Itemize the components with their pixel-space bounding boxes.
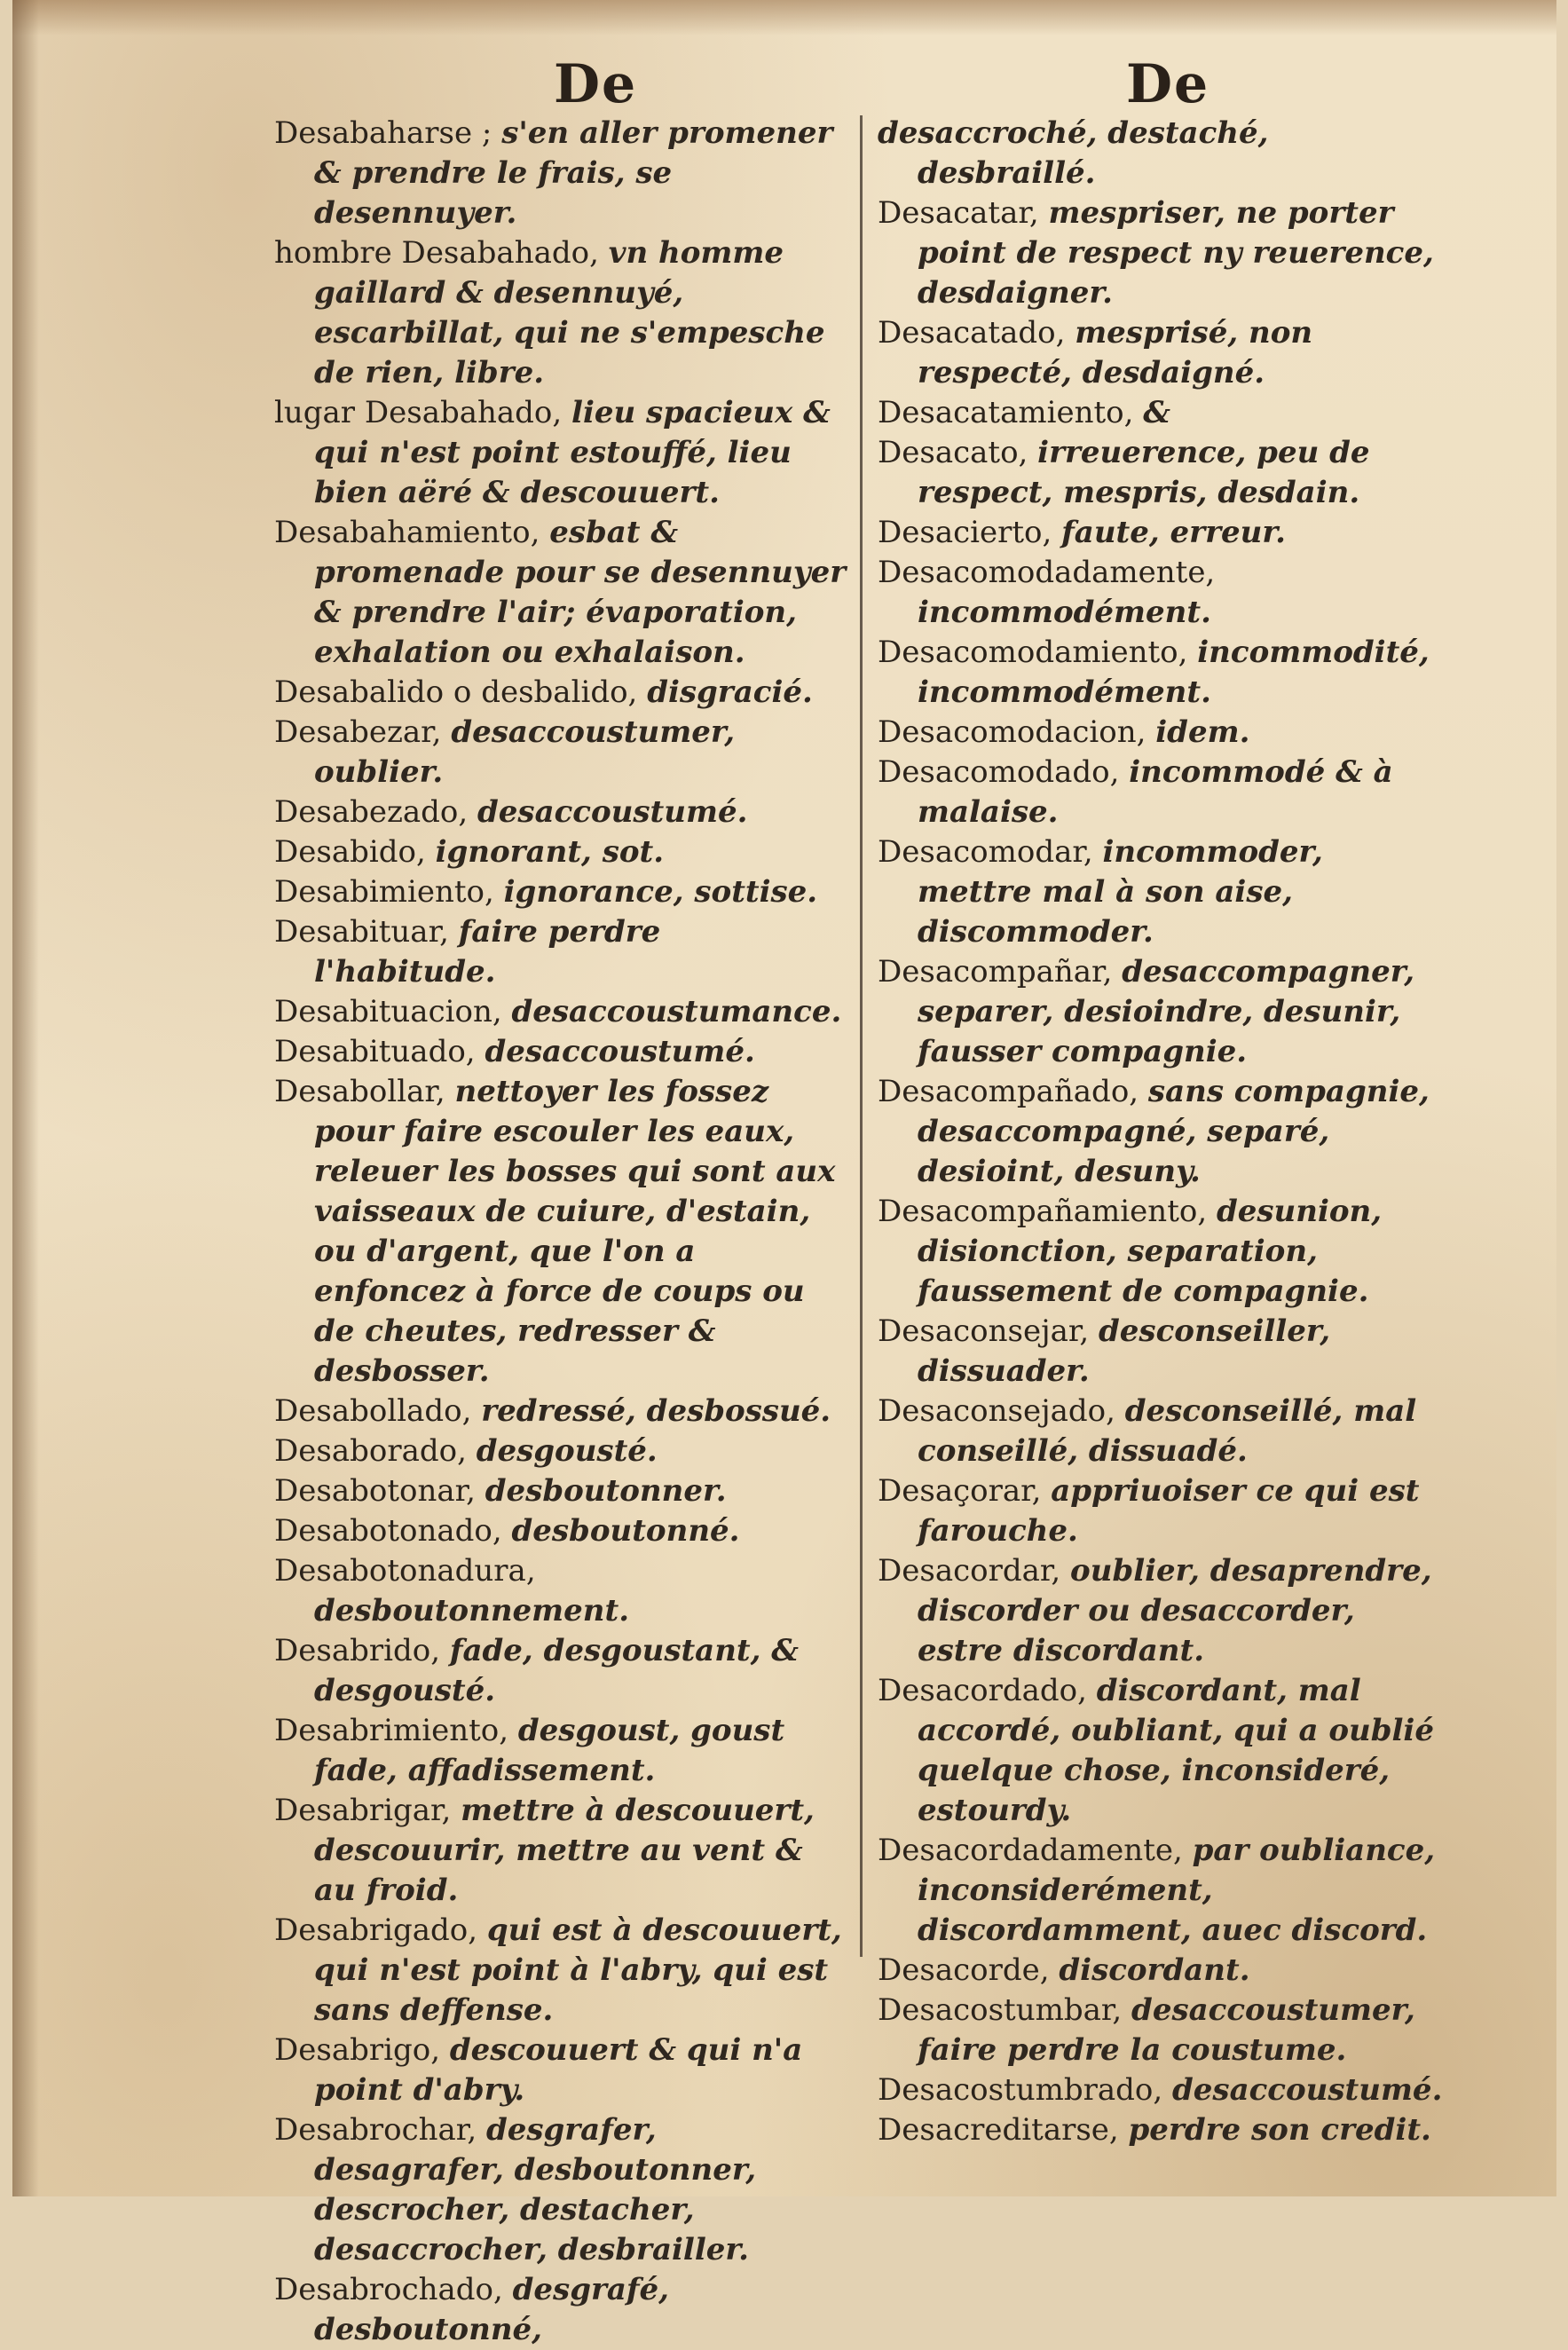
- entry-headword: Desacatado,: [878, 315, 1066, 351]
- entry-definition: desaccoustumance.: [511, 994, 842, 1029]
- entry-definition: desgrafé, desboutonné,: [314, 2272, 670, 2347]
- entry-definition: esbat & promenade pour se desennuyer & prendre l'air; évaporation, exhalation ou exhalaison.: [314, 515, 847, 670]
- entry-headword: Desabrimiento,: [274, 1713, 509, 1748]
- entry-definition: descouuert & qui n'a point d'abry.: [314, 2032, 803, 2108]
- dictionary-entry: [274, 1711, 847, 1791]
- entry-definition: incommodé & à malaise.: [918, 754, 1393, 830]
- entry-headword: Desaborado,: [274, 1433, 467, 1469]
- dictionary-entry: [274, 393, 847, 513]
- dictionary-entry: [878, 1551, 1446, 1671]
- dictionary-entry: [878, 1991, 1446, 2070]
- dictionary-entry: [274, 2270, 847, 2350]
- page: [12, 0, 1556, 2347]
- entry-headword: Desacostumbar,: [878, 1992, 1123, 2028]
- dictionary-entry: [274, 1511, 847, 1551]
- entry-headword: Desacompañamiento,: [878, 1194, 1208, 1229]
- entry-definition: desaccoustumé.: [485, 1034, 755, 1069]
- entry-headword: Desacierto,: [878, 515, 1052, 550]
- page-edge-top: [12, 0, 1556, 35]
- entry-headword: Desabrido,: [274, 1633, 441, 1668]
- column-divider: [860, 115, 863, 1957]
- entry-headword: lugar Desabahado,: [274, 395, 563, 430]
- entry-definition: faute, erreur.: [1061, 515, 1286, 550]
- entry-definition: desgrafer, desagrafer, desboutonner, descrocher, destacher, desaccrocher, desbrailler.: [314, 2112, 757, 2267]
- entry-definition: desgoust, goust fade, affadissement.: [314, 1713, 785, 1788]
- entry-definition: ignorant, sot.: [435, 834, 665, 870]
- entry-definition: qui est à descouuert, qui n'est point à l'abry, qui est sans deffense.: [314, 1912, 842, 2028]
- dictionary-entry: [274, 992, 847, 1032]
- entry-definition: desaccoustumé.: [477, 794, 748, 830]
- dictionary-entry: [878, 633, 1446, 713]
- entry-headword: Desabrigar,: [274, 1793, 452, 1828]
- dictionary-entry: [274, 793, 847, 832]
- dictionary-entry: [878, 1072, 1446, 1192]
- dictionary-entry: [878, 553, 1446, 633]
- dictionary-entry: [274, 114, 847, 233]
- dictionary-entry: [878, 1951, 1446, 1991]
- entry-definition: mesprisé, non respecté, desdaigné.: [918, 315, 1313, 390]
- entry-definition: appriuoiser ce qui est farouche.: [918, 1473, 1420, 1549]
- entry-headword: Desabituado,: [274, 1034, 476, 1069]
- entry-headword: Desacorde,: [878, 1952, 1050, 1988]
- dictionary-entry: [878, 753, 1446, 832]
- entry-definition: desaccoustumer, oublier.: [314, 714, 736, 790]
- entry-definition: faire perdre l'habitude.: [314, 914, 661, 990]
- entry-headword: Desabrochar,: [274, 2112, 477, 2148]
- entry-headword: Desacatamiento,: [878, 395, 1134, 430]
- entry-headword: Desabaharse ;: [274, 115, 492, 151]
- entry-headword: Desacordadamente,: [878, 1833, 1183, 1868]
- dictionary-entry: [274, 1431, 847, 1471]
- dictionary-entry: [878, 832, 1446, 952]
- entry-headword: Desacordar,: [878, 1553, 1061, 1589]
- entry-definition: vn homme gaillard & desennuyé, escarbillat, qui ne s'empesche de rien, libre.: [314, 235, 825, 390]
- dictionary-entry: [878, 2070, 1446, 2110]
- entry-headword: Desacomodar,: [878, 834, 1093, 870]
- dictionary-entry: [274, 1032, 847, 1072]
- dictionary-entry: [274, 2110, 847, 2270]
- dictionary-entry: [274, 872, 847, 912]
- dictionary-entry: [878, 1392, 1446, 1471]
- entry-headword: Desabotonado,: [274, 1513, 502, 1549]
- dictionary-entry: [878, 114, 1446, 193]
- entry-definition: desconseillé, mal conseillé, dissuadé.: [918, 1393, 1417, 1469]
- entry-headword: Desabrochado,: [274, 2272, 503, 2307]
- entry-headword: Desabollar,: [274, 1074, 445, 1109]
- entry-headword: Desacatar,: [878, 195, 1039, 231]
- entry-definition: incommodément.: [918, 595, 1211, 630]
- entry-headword: Desabituacion,: [274, 994, 502, 1029]
- dictionary-entry: [878, 1831, 1446, 1951]
- dictionary-entry: [878, 1192, 1446, 1312]
- entry-definition: ignorance, sottise.: [503, 874, 818, 910]
- entry-headword: Desaconsejado,: [878, 1393, 1115, 1429]
- entry-headword: Desabituar,: [274, 914, 449, 950]
- entry-definition: mettre à descouuert, descouurir, mettre au vent & au froid.: [314, 1793, 815, 1908]
- entry-definition: oublier, desaprendre, discorder ou desaccorder, estre discordant.: [918, 1553, 1432, 1668]
- entry-definition: perdre son credit.: [1128, 2112, 1431, 2148]
- entry-definition: &: [1143, 395, 1170, 430]
- entry-definition: redressé, desbossué.: [481, 1393, 831, 1429]
- dictionary-entry: [878, 952, 1446, 1072]
- entry-headword: Desacostumbrado,: [878, 2072, 1163, 2108]
- dictionary-entry: [878, 433, 1446, 513]
- dictionary-entry: [274, 673, 847, 713]
- dictionary-entry: [878, 193, 1446, 313]
- dictionary-entry: [878, 1312, 1446, 1392]
- entry-headword: Desabahamiento,: [274, 515, 540, 550]
- running-head-left: De: [554, 53, 638, 115]
- entry-headword: Desaçorar,: [878, 1473, 1042, 1509]
- entry-definition: idem.: [1155, 714, 1250, 750]
- entry-definition: nettoyer les fossez pour faire escouler les eaux, releuer les bosses qui sont aux vaisseaux de cuiure, d'estain, ou d'argent, que l'on a enfoncez à force de coups ou de cheutes, redresser & desbosser.: [314, 1074, 836, 1389]
- entry-headword: Desacreditarse,: [878, 2112, 1119, 2148]
- dictionary-entry: [878, 313, 1446, 393]
- entry-headword: Desabido,: [274, 834, 426, 870]
- dictionary-entry: [274, 1791, 847, 1911]
- dictionary-entry: [274, 832, 847, 872]
- right-column: [878, 114, 1446, 2150]
- entry-headword: Desabotonadura,: [274, 1553, 536, 1589]
- dictionary-entry: [274, 912, 847, 992]
- entry-definition: s'en aller promener & prendre le frais, se desennuyer.: [314, 115, 833, 231]
- entry-headword: Desacato,: [878, 435, 1028, 470]
- dictionary-entry: [274, 1911, 847, 2031]
- entry-definition: fade, desgoustant, & desgousté.: [314, 1633, 799, 1708]
- entry-definition: desaccroché, destaché, desbraillé.: [878, 115, 1269, 191]
- entry-headword: hombre Desabahado,: [274, 235, 599, 271]
- running-head-right: De: [1126, 53, 1210, 115]
- entry-headword: Desacompañado,: [878, 1074, 1139, 1109]
- dictionary-entry: [274, 1072, 847, 1392]
- entry-headword: Desabalido o desbalido,: [274, 674, 638, 710]
- entry-definition: desaccompagner, separer, desioindre, desunir, fausser compagnie.: [918, 954, 1415, 1069]
- entry-definition: incommodité, incommodément.: [918, 635, 1430, 710]
- dictionary-entry: [274, 1392, 847, 1431]
- entry-definition: disgracié.: [647, 674, 813, 710]
- dictionary-entry: [274, 513, 847, 673]
- page-edge-left: [12, 0, 39, 2196]
- entry-headword: Desabrigado,: [274, 1912, 478, 1948]
- entry-definition: incommoder, mettre mal à son aise, discommoder.: [918, 834, 1323, 950]
- entry-definition: desboutonner.: [485, 1473, 727, 1509]
- dictionary-entry: [878, 1671, 1446, 1831]
- entry-definition: par oubliance, inconsiderément, discordamment, auec discord.: [918, 1833, 1436, 1948]
- entry-definition: desunion, disionction, separation, faussement de compagnie.: [918, 1194, 1383, 1309]
- entry-headword: Desabrigo,: [274, 2032, 441, 2068]
- entry-headword: Desacordado,: [878, 1673, 1087, 1708]
- entry-definition: discordant.: [1059, 1952, 1250, 1988]
- dictionary-entry: [878, 713, 1446, 753]
- dictionary-entry: [274, 1471, 847, 1511]
- dictionary-entry: [878, 1471, 1446, 1551]
- dictionary-entry: [878, 393, 1446, 433]
- entry-definition: discordant, mal accordé, oubliant, qui a oublié quelque chose, inconsideré, estourdy.: [918, 1673, 1434, 1828]
- dictionary-entry: [274, 2031, 847, 2110]
- entry-headword: Desabotonar,: [274, 1473, 476, 1509]
- entry-definition: mespriser, ne porter point de respect ny reuerence, desdaigner.: [918, 195, 1434, 311]
- left-column: [274, 114, 847, 2350]
- entry-definition: desboutonné.: [511, 1513, 740, 1549]
- entry-headword: Desabezado,: [274, 794, 469, 830]
- entry-definition: sans compagnie, desaccompagné, separé, desioint, desuny.: [918, 1074, 1430, 1189]
- dictionary-entry: [878, 513, 1446, 553]
- entry-headword: Desabimiento,: [274, 874, 494, 910]
- dictionary-entry: [878, 2110, 1446, 2150]
- dictionary-entry: [274, 713, 847, 793]
- entry-headword: Desabollado,: [274, 1393, 472, 1429]
- entry-definition: desboutonnement.: [314, 1593, 630, 1628]
- entry-headword: Desabezar,: [274, 714, 442, 750]
- entry-definition: desaccoustumer, faire perdre la coustume.: [918, 1992, 1415, 2068]
- dictionary-entry: [274, 1631, 847, 1711]
- dictionary-entry: [274, 1551, 847, 1631]
- entry-headword: Desacomodacion,: [878, 714, 1146, 750]
- entry-headword: Desacomodamiento,: [878, 635, 1188, 670]
- entry-headword: Desacomodado,: [878, 754, 1120, 790]
- entry-headword: Desaconsejar,: [878, 1313, 1090, 1349]
- entry-headword: Desacompañar,: [878, 954, 1113, 990]
- entry-definition: lieu spacieux & qui n'est point estouffé, lieu bien aëré & descouuert.: [314, 395, 831, 510]
- entry-headword: Desacomodadamente,: [878, 555, 1216, 590]
- entry-definition: irreuerence, peu de respect, mespris, desdain.: [918, 435, 1370, 510]
- dictionary-entry: [274, 233, 847, 393]
- entry-definition: desconseiller, dissuader.: [918, 1313, 1331, 1389]
- entry-definition: desaccoustumé.: [1172, 2072, 1443, 2108]
- entry-definition: desgousté.: [476, 1433, 658, 1469]
